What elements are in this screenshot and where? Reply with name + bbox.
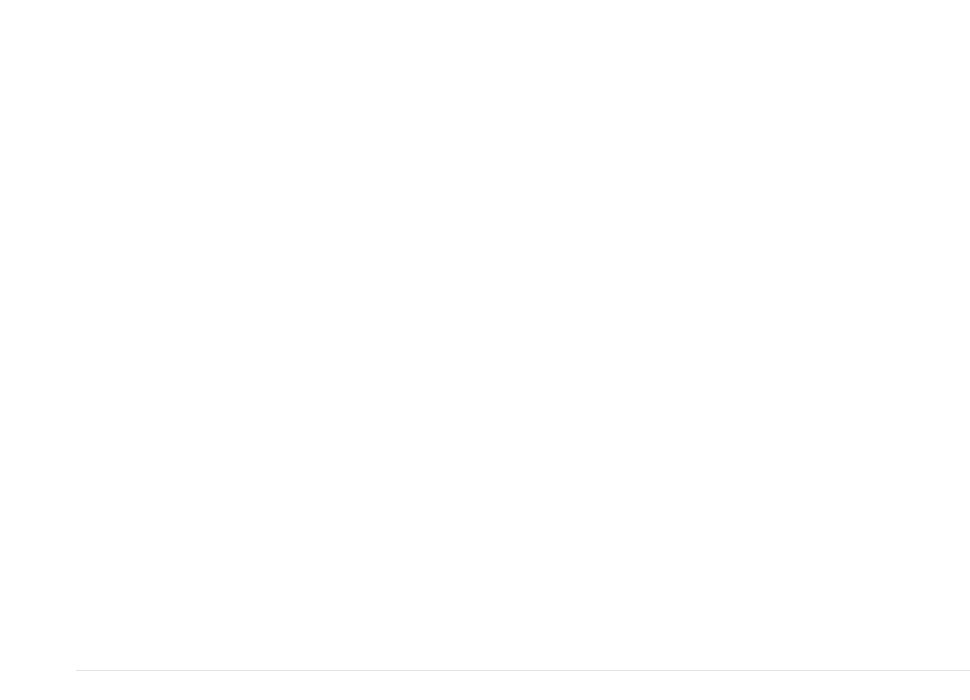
divider [76, 670, 970, 671]
